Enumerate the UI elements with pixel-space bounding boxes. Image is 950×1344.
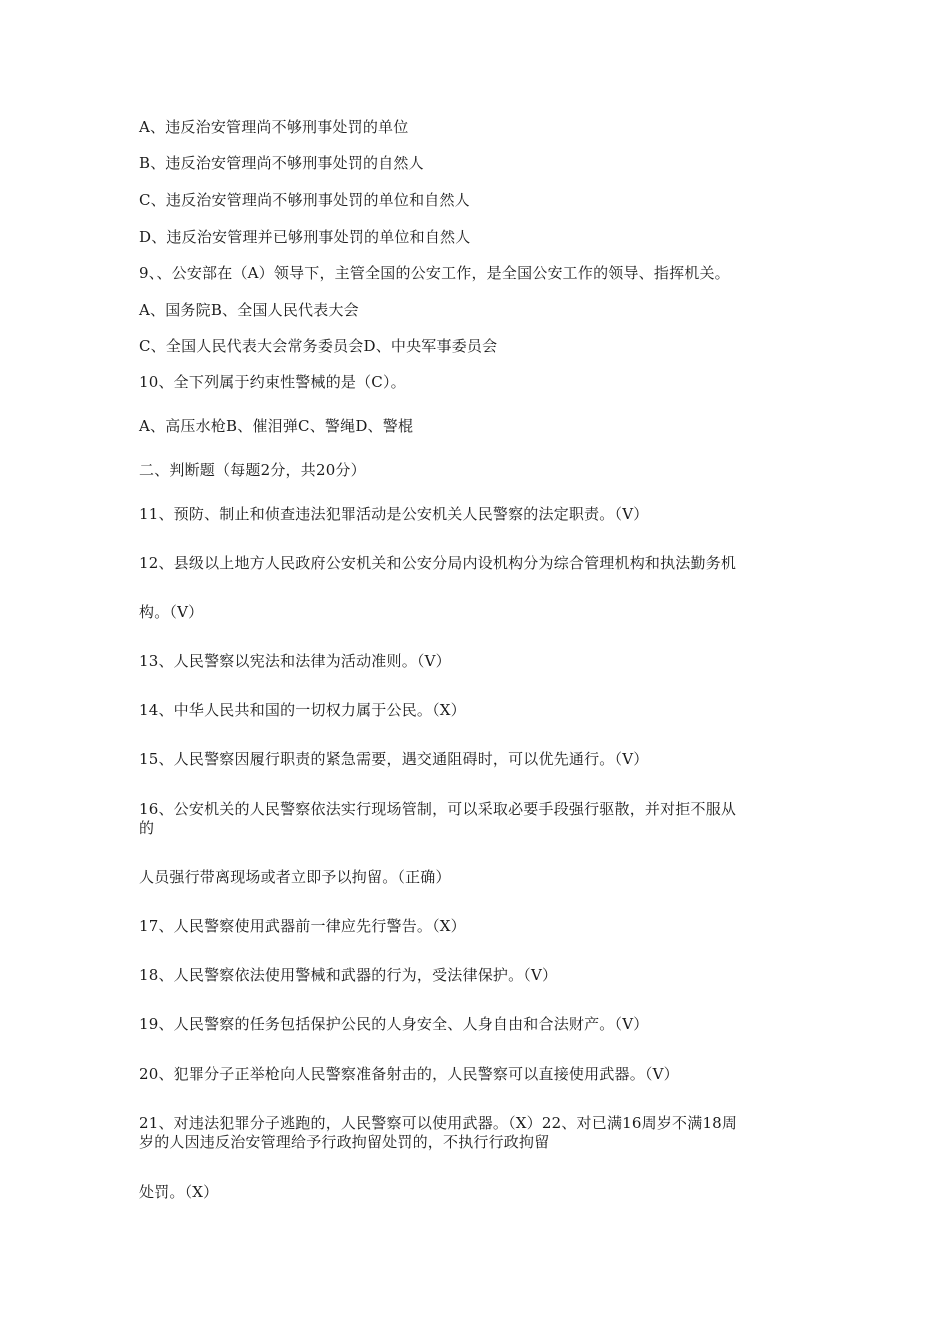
- option-8c: C、违反治安管理尚不够刑事处罚的单位和自然人: [139, 191, 470, 209]
- option-8b: B、违反治安管理尚不够刑事处罚的自然人: [139, 154, 424, 172]
- question-12: 12、县级以上地方人民政府公安机关和公安分局内设机构分为综合管理机构和执法勤务机: [139, 554, 737, 572]
- question-20: 20、犯罪分子正举枪向人民警察准备射击的，人民警察可以直接使用武器。（V）: [139, 1065, 679, 1083]
- question-18: 18、人民警察依法使用警械和武器的行为，受法律保护。（V）: [139, 966, 558, 984]
- question-13: 13、人民警察以宪法和法律为活动准则。（V）: [139, 652, 451, 670]
- question-16-cont-2: 人员强行带离现场或者立即予以拘留。（正确）: [139, 868, 451, 886]
- question-10: 10、全下列属于约束性警械的是（C）。: [139, 373, 406, 391]
- option-8d: D、违反治安管理并已够刑事处罚的单位和自然人: [139, 228, 471, 246]
- question-22-cont: 岁的人因违反治安管理给予行政拘留处罚的，不执行行政拘留: [139, 1133, 550, 1151]
- options-9-cd: C、全国人民代表大会常务委员会D、中央军事委员会: [139, 337, 498, 355]
- options-10: A、高压水枪B、催泪弹C、警绳D、警棍: [139, 417, 414, 435]
- question-19: 19、人民警察的任务包括保护公民的人身安全、人身自由和合法财产。（V）: [139, 1015, 649, 1033]
- question-16: 16、公安机关的人民警察依法实行现场管制，可以采取必要手段强行驱散，并对拒不服从: [139, 800, 737, 818]
- question-17: 17、人民警察使用武器前一律应先行警告。（X）: [139, 917, 466, 935]
- question-11: 11、预防、制止和侦查违法犯罪活动是公安机关人民警察的法定职责。（V）: [139, 505, 649, 523]
- question-14: 14、中华人民共和国的一切权力属于公民。（X）: [139, 701, 466, 719]
- question-12-cont: 构。（V）: [139, 603, 204, 621]
- question-9: 9、、公安部在（A）领导下，主管全国的公安工作，是全国公安工作的领导、指挥机关。: [139, 264, 730, 282]
- question-15: 15、人民警察因履行职责的紧急需要，遇交通阻碍时，可以优先通行。（V）: [139, 750, 649, 768]
- section-heading-judgment: 二、判断题（每题2分，共20分）: [139, 461, 366, 479]
- option-8a: A、违反治安管理尚不够刑事处罚的单位: [139, 118, 409, 136]
- question-21-22: 21、对违法犯罪分子逃跑的，人民警察可以使用武器。（X）22、对已满16周岁不满18周: [139, 1114, 738, 1132]
- options-9-ab: A、国务院B、全国人民代表大会: [139, 301, 359, 319]
- question-22-cont-2: 处罚。（X）: [139, 1183, 219, 1201]
- question-16-cont: 的: [139, 819, 155, 837]
